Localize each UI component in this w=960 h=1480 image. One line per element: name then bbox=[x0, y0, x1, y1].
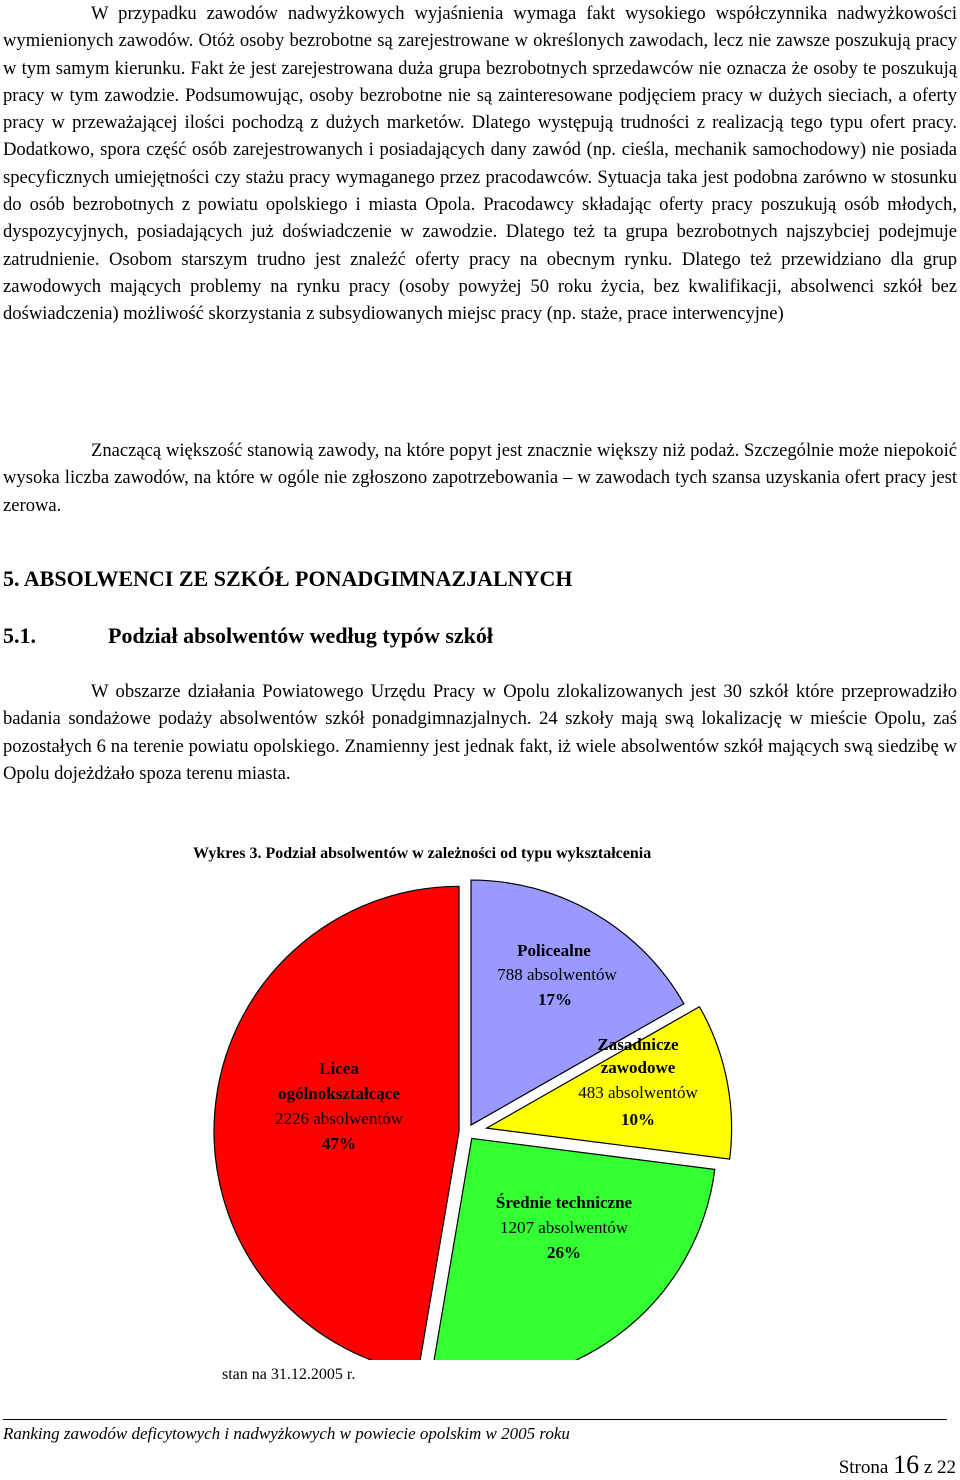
label-zasadnicze-name-line1: Zasadnicze bbox=[597, 1035, 679, 1054]
paragraph-schools: W obszarze działania Powiatowego Urzędu Pracy w Opolu zlokalizowanych jest 30 szkół które przeprowadziło badania sondażowe podaży absolwentów szkół ponadgimnazjalnych. 24 szkoły mają swą lokalizację w mieście Opolu, zaś pozostałych 6 na terenie powiatu opolskiego. Znamienny jest jednak fakt, iż wiele absolwentów szkół mających swą siedzibę w Opolu dojeżdżało spoza terenu miasta. bbox=[3, 681, 957, 784]
label-licea-percent: 47% bbox=[322, 1134, 356, 1153]
label-srednie-percent: 26% bbox=[547, 1243, 581, 1262]
label-zasadnicze-name-line2: zawodowe bbox=[600, 1058, 676, 1077]
label-srednie-count: 1207 absolwentów bbox=[500, 1218, 628, 1237]
label-licea-name-line1: Licea bbox=[319, 1059, 359, 1078]
pie-chart bbox=[0, 860, 960, 1360]
label-policealne-count: 788 absolwentów bbox=[497, 965, 617, 984]
paragraph-surplus-occupations: W przypadku zawodów nadwyżkowych wyjaśnienia wymaga fakt wysokiego współczynnika nadwyżkowości wymienionych zawodów. Otóż osoby bezrobotne są zarejestrowane w określonych zawodach, lecz nie zawsze poszukują pracy w tym samym kierunku. Fakt że jest zarejestrowana duża grupa bezrobotnych sprzedawców nie oznacza że osoby te poszukują pracy w tym zawodzie. Podsumowując, osoby bezrobotne nie są zainteresowane podjęciem pracy w dużych sieciach, a oferty pracy w przeważającej ilości pochodzą z dużych marketów. Dlatego występują trudności z realizacją tego typu ofert pracy. Dodatkowo, spora część osób zarejestrowanych i posiadających dany zawód (np. cieśla, mechanik samochodowy) nie posiada specyficznych umiejętności czy stażu pracy wymaganego przez pracodawców. Sytuacja taka jest podobna zarówno w stosunku do osób bezrobotnych z powiatu opolskiego i miasta Opola. Pracodawcy składając oferty pracy poszukują osób młodych, dyspozycyjnych, posiadających już doświadczenie w zawodzie. Dlatego też ta grupa bezrobotnych najszybciej podejmuje zatrudnienie. Osobom starszym trudno jest znaleźć oferty pracy na obecnym rynku. Dlatego też przewidziano dla grup zawodowych mających problemy na rynku pracy (osoby powyżej 50 roku życia, bez kwalifikacji, absolwenci szkół bez doświadczenia) możliwość skorzystania z subsydiowanych miejsc pracy (np. staże, prace interwencyjne) bbox=[3, 3, 957, 325]
label-policealne-percent: 17% bbox=[538, 990, 572, 1009]
page-number bbox=[839, 1450, 956, 1480]
subsection-title: Podział absolwentów według typów szkół bbox=[108, 623, 494, 648]
footer-text: Ranking zawodów deficytowych i nadwyżkowych w powiecie opolskim w 2005 roku bbox=[3, 1424, 570, 1443]
chart-source-note: stan na 31.12.2005 r. bbox=[222, 1366, 356, 1383]
page-middle: z bbox=[923, 1457, 933, 1478]
label-policealne-name: Policealne bbox=[517, 941, 591, 960]
label-licea-name-line2: ogólnokształcące bbox=[278, 1084, 400, 1103]
page-current: 16 bbox=[893, 1450, 920, 1479]
subsection-number: 5.1. bbox=[3, 623, 36, 648]
label-srednie-name: Średnie techniczne bbox=[495, 1193, 633, 1212]
page-total: 22 bbox=[937, 1457, 956, 1478]
label-licea-count: 2226 absolwentów bbox=[275, 1109, 403, 1128]
subsection-heading bbox=[3, 623, 493, 649]
label-zasadnicze-count: 483 absolwentów bbox=[578, 1083, 698, 1102]
page-prefix: Strona bbox=[838, 1457, 889, 1478]
label-zasadnicze-percent: 10% bbox=[621, 1110, 655, 1129]
footer-rule bbox=[3, 1419, 947, 1420]
paragraph-demand-occupations: Znaczącą większość stanowią zawody, na które popyt jest znacznie większy niż podaż. Szczególnie może niepokoić wysoka liczba zawodów, na które w ogóle nie zgłoszono zapotrzebowania – w zawodach tych szansa uzyskania ofert pracy jest zerowa. bbox=[3, 440, 957, 516]
section-heading: 5. ABSOLWENCI ZE SZKÓŁ PONADGIMNAZJALNYCH bbox=[3, 566, 573, 591]
chart-title: Wykres 3. Podział absolwentów w zależności od typu wykształcenia bbox=[193, 845, 652, 862]
